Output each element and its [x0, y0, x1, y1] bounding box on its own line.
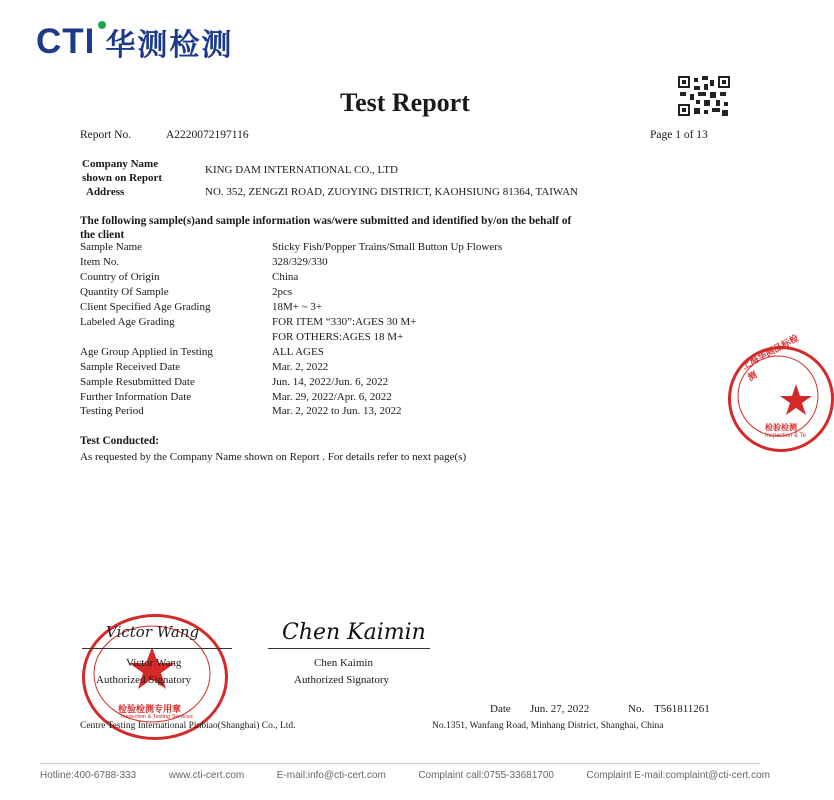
date-value: Jun. 27, 2022	[530, 703, 590, 715]
logo-chinese-name: 华测检测	[105, 28, 234, 63]
field-label: Item No.	[80, 256, 120, 268]
cti-logo	[36, 22, 233, 62]
report-no-label: Report No.	[80, 129, 132, 141]
page-number: Page 1 of 13	[650, 129, 708, 141]
company-name-label: Company Name shown on Report	[82, 158, 163, 184]
signature-victor: Victor Wang	[106, 623, 200, 641]
contact-footer	[40, 770, 770, 781]
footer-divider	[40, 763, 760, 764]
seal-text-cn: 检验检测专用章	[118, 705, 182, 715]
field-value: 2pcs	[272, 286, 293, 298]
field-label: Sample Resubmitted Date	[80, 376, 195, 388]
field-label: Client Specified Age Grading	[80, 301, 211, 313]
field-label: Age Group Applied in Testing	[80, 346, 213, 358]
field-label: Labeled Age Grading	[80, 316, 175, 328]
field-label: Further Information Date	[80, 391, 192, 403]
signature-line-right	[268, 648, 430, 649]
test-conducted-label: Test Conducted:	[80, 435, 159, 447]
address-value: NO. 352, ZENGZI ROAD, ZUOYING DISTRICT, KAOHSIUNG 81364, TAIWAN	[205, 186, 578, 198]
field-value: FOR ITEM “330”:AGES 30 M+	[272, 316, 417, 328]
field-label: Testing Period	[80, 405, 144, 417]
footer-complaint-call: Complaint call:0755-33681700	[418, 770, 554, 781]
field-value: 18M+ ~ 3+	[272, 301, 323, 313]
field-value: Mar. 29, 2022/Apr. 6, 2022	[272, 391, 392, 403]
right-stamp-text: 上海华测品标检测	[740, 333, 801, 384]
right-stamp-text-bottom: 检验检测	[765, 423, 797, 432]
field-value: 328/329/330	[272, 256, 328, 268]
sample-intro: The following sample(s)and sample information was/were submitted and identified by/on the behalf of the client	[80, 215, 572, 241]
right-stamp-text-en: Inspection & Te	[765, 433, 806, 439]
field-label: Sample Received Date	[80, 361, 181, 373]
field-value: China	[272, 271, 299, 283]
field-label: Quantity Of Sample	[80, 286, 169, 298]
seal-text-en: Inspection & Testing Services	[121, 714, 193, 720]
right-stamp	[728, 333, 834, 452]
signatory-role-left: Authorized Signatory	[96, 674, 192, 686]
footer-email[interactable]: E-mail:info@cti-cert.com	[276, 770, 386, 781]
signatory-name-right: Chen Kaimin	[314, 657, 373, 669]
footer-complaint-email[interactable]: Complaint E-mail:complaint@cti-cert.com	[586, 770, 770, 781]
report-no-value: A2220072197116	[166, 129, 249, 141]
no-label: No.	[628, 703, 645, 715]
issuing-company: Centre Testing International Pinbiao(Shanghai) Co., Ltd.	[80, 721, 296, 731]
signatory-name-left: Victor Wang	[126, 657, 182, 669]
field-value: Sticky Fish/Popper Trains/Small Button Up Flowers	[272, 241, 503, 253]
footer-hotline: Hotline:400-6788-333	[40, 770, 137, 781]
field-value: Mar. 2, 2022	[272, 361, 329, 373]
report-title: Test Report	[340, 88, 470, 117]
field-value: ALL AGES	[272, 346, 324, 358]
field-label: Sample Name	[80, 241, 143, 253]
issuing-address: No.1351, Wanfang Road, Minhang District, Shanghai, China	[432, 721, 664, 731]
field-label: Country of Origin	[80, 271, 160, 283]
signature-chen: Chen Kaimin	[282, 620, 426, 645]
logo-dot-icon	[98, 21, 106, 29]
field-value: Mar. 2, 2022 to Jun. 13, 2022	[272, 405, 402, 417]
footer-website[interactable]: www.cti-cert.com	[168, 770, 245, 781]
logo-brand: CTI	[36, 22, 96, 61]
field-value: Jun. 14, 2022/Jun. 6, 2022	[272, 376, 389, 388]
company-name-value: KING DAM INTERNATIONAL CO., LTD	[205, 164, 398, 176]
signatory-role-right: Authorized Signatory	[294, 674, 390, 686]
no-value: T561811261	[654, 703, 710, 715]
address-label: Address	[86, 186, 125, 198]
date-label: Date	[490, 703, 511, 715]
qr-code-icon	[678, 76, 730, 116]
field-value: FOR OTHERS:AGES 18 M+	[272, 331, 404, 343]
signature-line-left	[82, 648, 232, 649]
test-conducted-text: As requested by the Company Name shown on Report . For details refer to next page(s)	[80, 451, 467, 463]
